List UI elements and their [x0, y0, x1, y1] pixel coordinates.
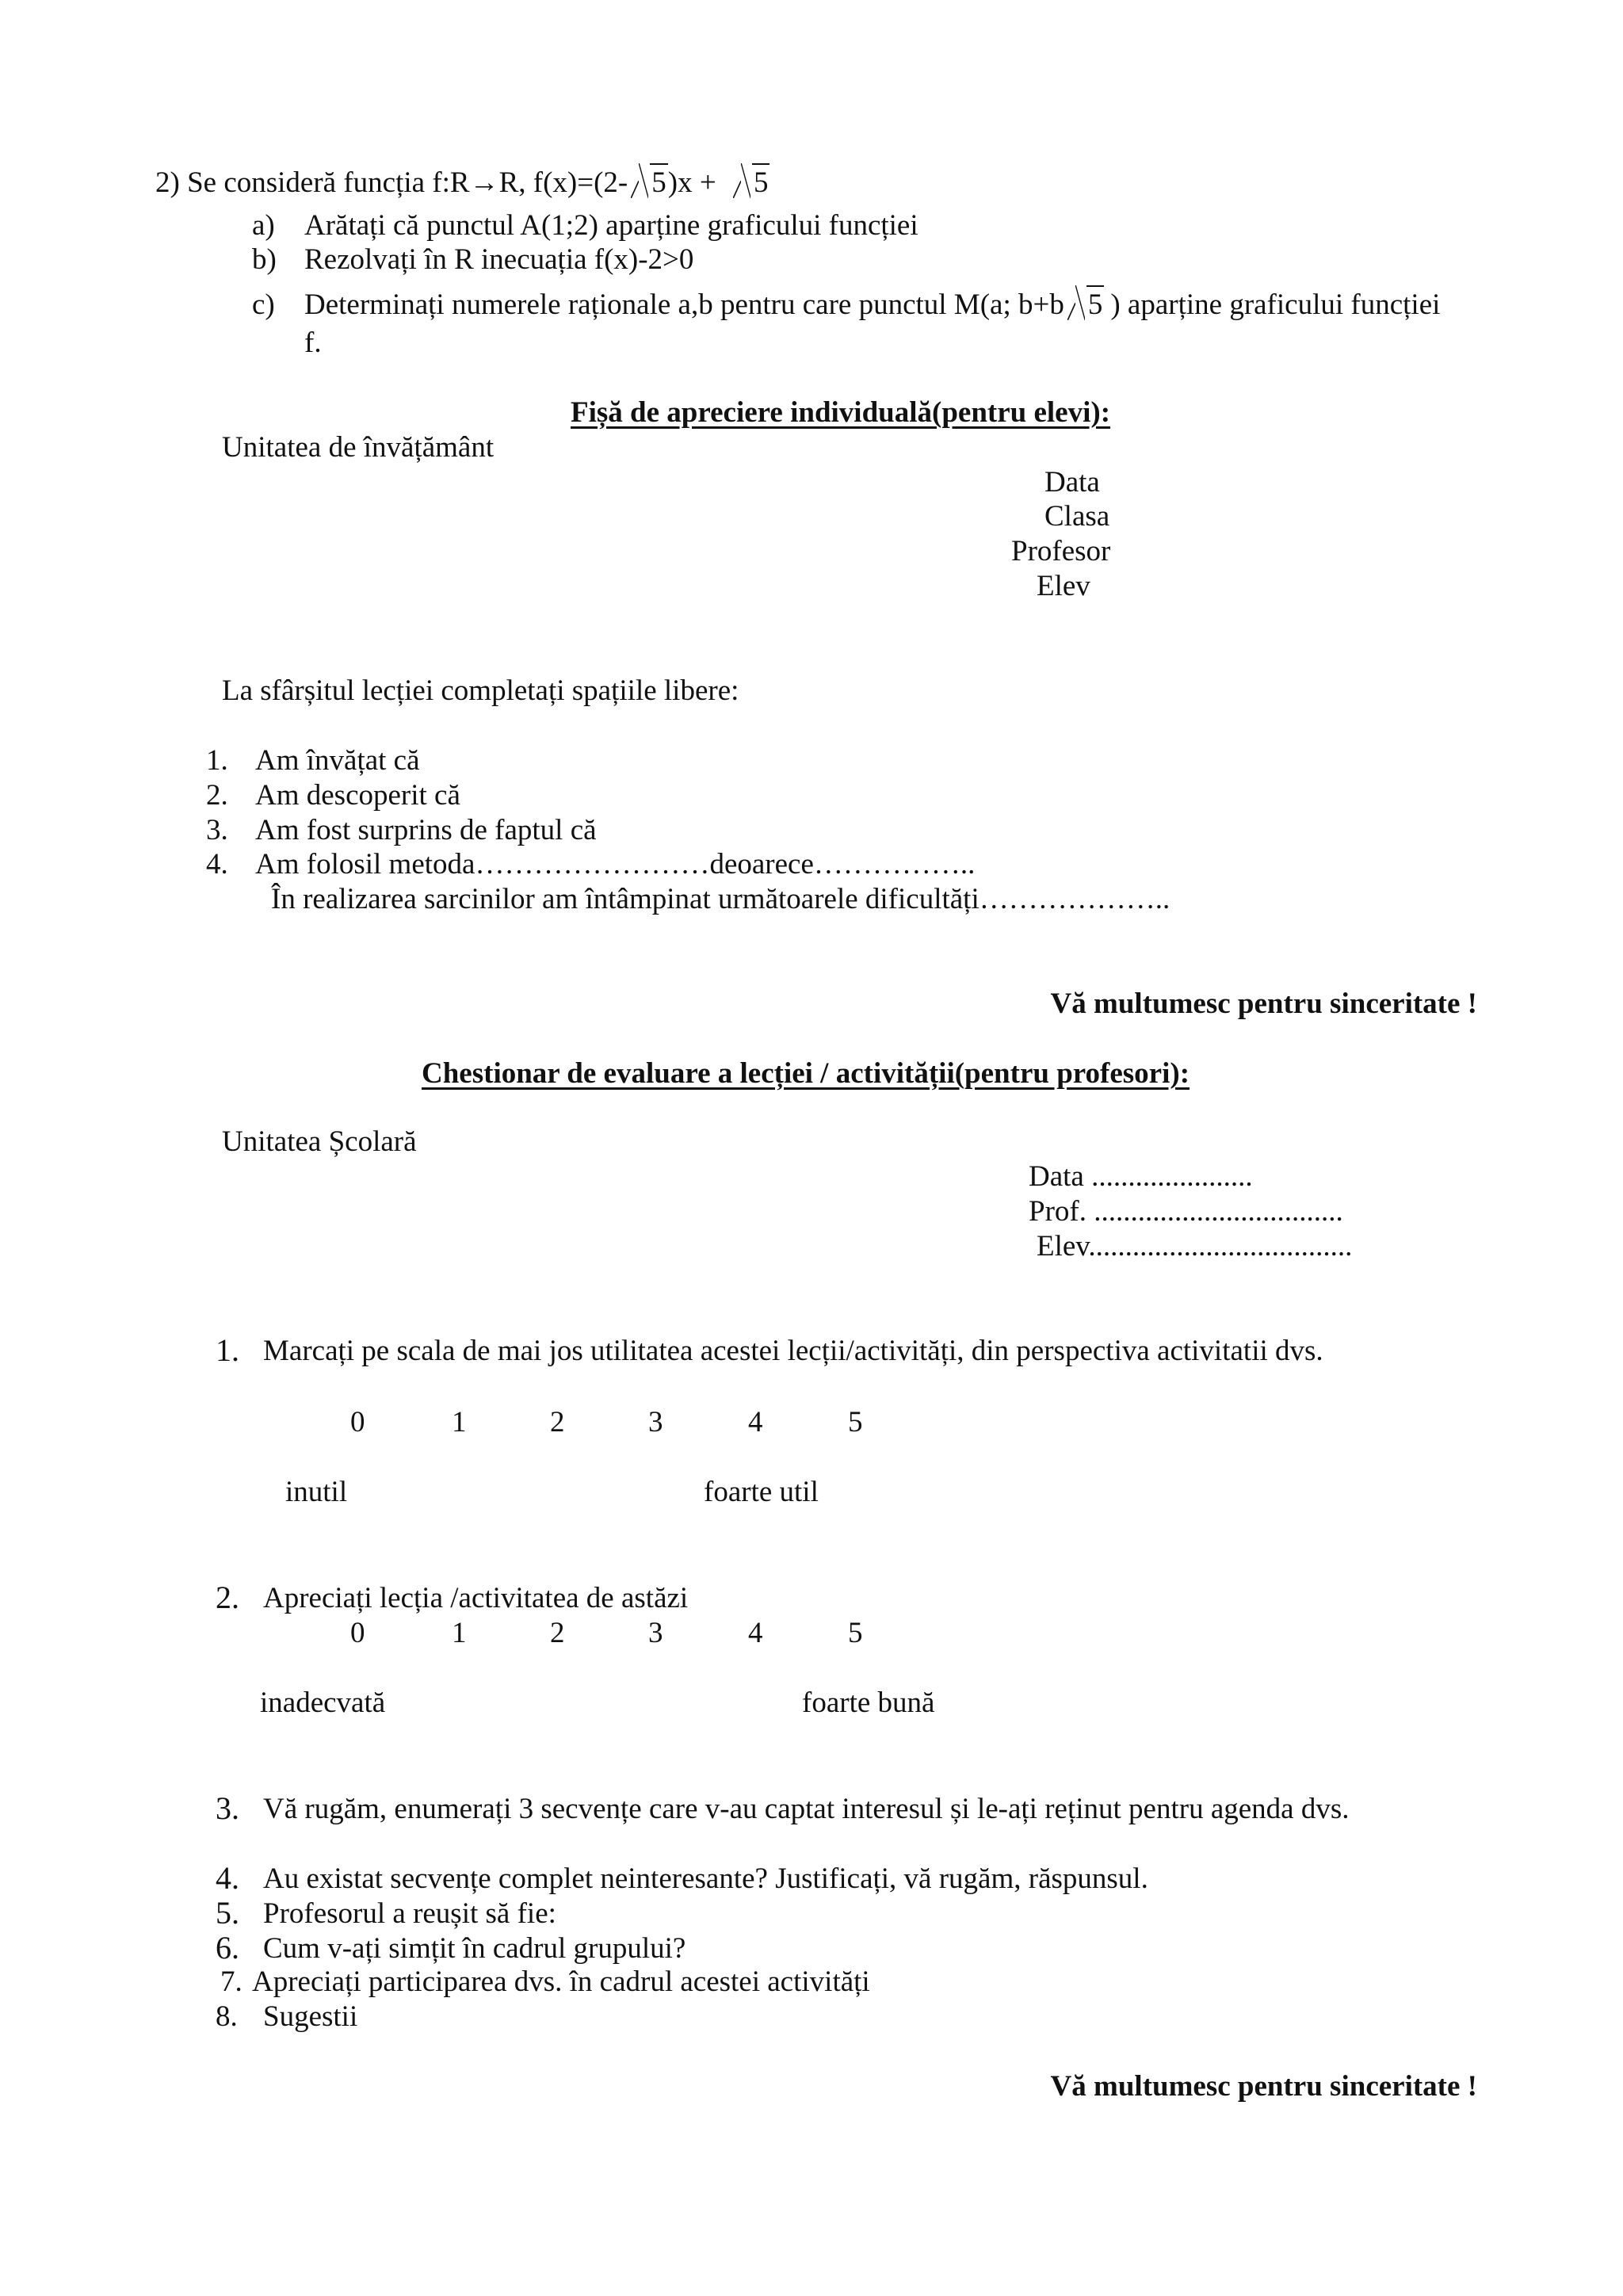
teacher-field-prof: Prof. ..................................	[1029, 1195, 1343, 1228]
student-item-num: 4.	[206, 848, 228, 881]
question-text: Au existat secvențe complet neinteresante? Justificați, vă rugăm, răspunsul.	[263, 1862, 1148, 1895]
question-num: 8.	[216, 2000, 238, 2033]
problem-item-c-label: c)	[252, 288, 275, 321]
scale-low-label: inadecvată	[260, 1687, 386, 1719]
scale-value: 5	[848, 1617, 863, 1649]
item-c-before: Determinați numerele raționale a,b pentru care punctul M(a; b+b	[304, 288, 1064, 321]
scale-high-label: foarte bună	[802, 1687, 935, 1719]
question-num: 3.	[216, 1790, 239, 1826]
scale-value: 0	[350, 1617, 365, 1649]
arrow-symbol: →	[469, 166, 499, 199]
question-text: Cum v-ați simțit în cadrul grupului?	[263, 1932, 686, 1965]
scale-value: 2	[550, 1406, 565, 1438]
problem-item-a-text: Arătați că punctul A(1;2) aparține graficului funcției	[304, 209, 918, 242]
radicand: 5	[752, 163, 770, 199]
scale-value: 0	[350, 1406, 365, 1438]
student-form-title: Fișă de apreciere individuală(pentru elevi):	[571, 396, 1111, 429]
problem-prefix: 2) Se consideră funcția f:R	[155, 166, 470, 199]
student-school-label: Unitatea de învățământ	[222, 431, 495, 464]
question-num: 5.	[216, 1895, 239, 1931]
student-item-num: 1.	[206, 744, 228, 777]
question-text: Profesorul a reușit să fie:	[263, 1897, 556, 1930]
question-text: Sugestii	[263, 2000, 358, 2033]
student-field-elev: Elev	[1037, 570, 1090, 602]
student-field-profesor: Profesor	[1011, 535, 1111, 567]
student-field-data: Data	[1044, 466, 1100, 499]
student-item-text: Am descoperit că	[255, 779, 460, 812]
problem-mid: R, f(x)=(2-	[498, 166, 628, 199]
sqrt-symbol	[631, 168, 668, 197]
student-item-num: 2.	[206, 779, 228, 812]
scale-low-label: inutil	[285, 1476, 348, 1508]
student-item-text: Am folosil metoda……………………deoarece……………..	[255, 848, 976, 881]
student-item-text: Am fost surprins de faptul că	[255, 814, 597, 846]
question-text: Vă rugăm, enumerați 3 secvențe care v-au captat interesul și le-ați reținut pentru agenda dvs.	[263, 1793, 1350, 1825]
student-field-clasa: Clasa	[1044, 500, 1110, 533]
student-item-text: Am învățat că	[255, 744, 420, 777]
sqrt-symbol	[1067, 290, 1105, 319]
teacher-form-title: Chestionar de evaluare a lecției / activității(pentru profesori):	[422, 1057, 1190, 1090]
teacher-thanks: Vă multumesc pentru sinceritate !	[1050, 2070, 1477, 2103]
scale-value: 3	[648, 1406, 663, 1438]
question-num: 7.	[220, 1966, 242, 1998]
scale-value: 3	[648, 1617, 663, 1649]
problem-item-a-label: a)	[252, 209, 275, 242]
problem-item-c-text	[304, 290, 1440, 319]
item-c-after: ) aparține graficului funcției	[1110, 288, 1441, 321]
scale-value: 2	[550, 1617, 565, 1649]
problem-item-c-continuation: f.	[304, 327, 322, 359]
question-text: Marcați pe scala de mai jos utilitatea acestei lecții/activități, din perspectiva activitatii dvs.	[263, 1335, 1323, 1367]
scale-high-label: foarte util	[704, 1476, 819, 1508]
problem-item-b-label: b)	[252, 243, 277, 276]
question-text: Apreciați lecția /activitatea de astăzi	[263, 1582, 689, 1614]
problem-item-b-text: Rezolvați în R inecuația f(x)-2>0	[304, 243, 694, 276]
student-instruction: La sfârșitul lecției completați spațiile libere:	[222, 674, 739, 707]
question-text: Apreciați participarea dvs. în cadrul acestei activități	[252, 1966, 870, 1998]
scale-value: 5	[848, 1406, 863, 1438]
teacher-field-elev: Elev....................................	[1037, 1230, 1353, 1263]
problem-after: )x +	[667, 166, 716, 199]
question-num: 2.	[216, 1580, 239, 1615]
sqrt-symbol	[733, 168, 770, 197]
student-item-num: 3.	[206, 814, 228, 846]
question-num: 6.	[216, 1930, 239, 1966]
problem-statement	[155, 168, 769, 197]
scale-value: 1	[452, 1406, 467, 1438]
teacher-school-label: Unitatea Școlară	[222, 1125, 417, 1158]
teacher-field-data: Data ......................	[1029, 1160, 1253, 1193]
scale-value: 4	[748, 1617, 763, 1649]
scale-value: 4	[748, 1406, 763, 1438]
question-num: 1.	[216, 1332, 239, 1368]
radicand: 5	[650, 163, 668, 199]
scale-value: 1	[452, 1617, 467, 1649]
student-item-continuation: În realizarea sarcinilor am întâmpinat următoarele dificultăți………………..	[271, 883, 1170, 915]
question-num: 4.	[216, 1860, 239, 1896]
radicand: 5	[1086, 285, 1105, 321]
student-thanks: Vă multumesc pentru sinceritate !	[1050, 988, 1477, 1020]
